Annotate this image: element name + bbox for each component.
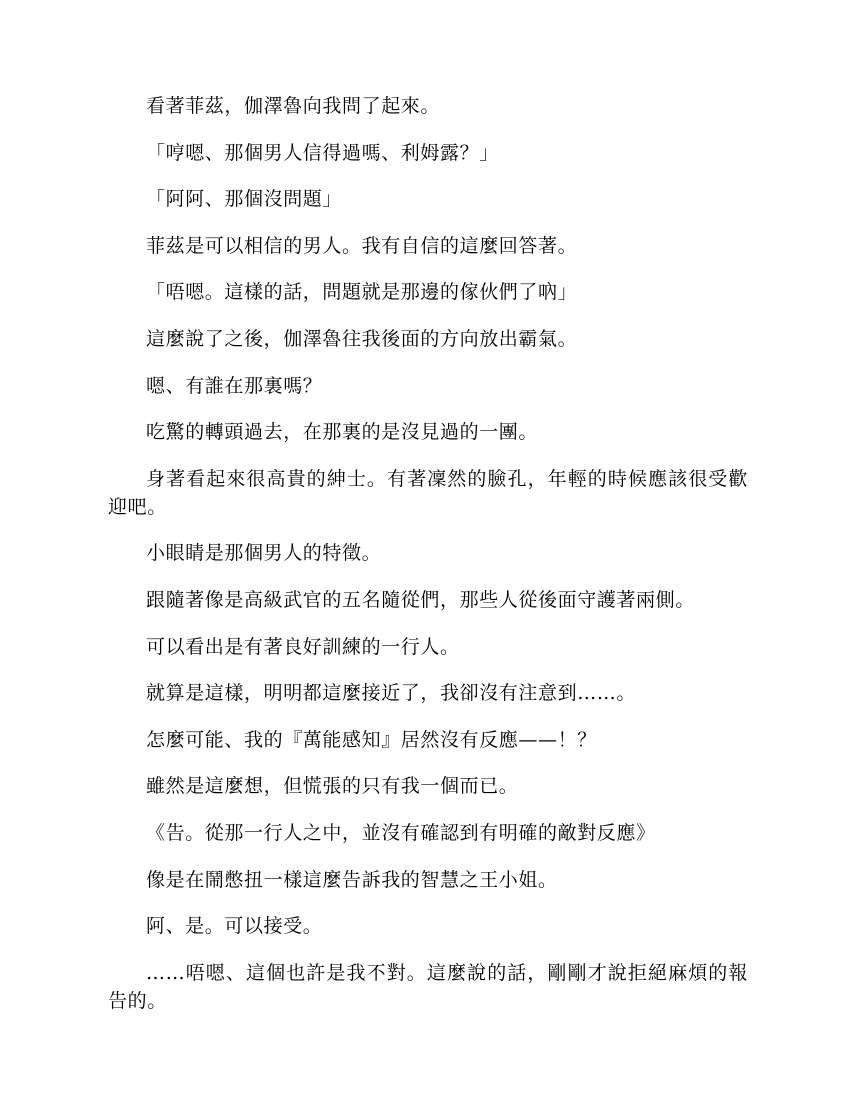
- paragraph: 跟隨著像是高級武官的五名隨從們，那些人從後面守護著兩側。: [146, 588, 695, 611]
- paragraph: 菲茲是可以相信的男人。我有自信的這麼回答著。: [146, 234, 578, 257]
- paragraph: 可以看出是有著良好訓練的一行人。: [146, 635, 460, 658]
- paragraph: 身著看起來很高貴的紳士。有著凜然的臉孔，年輕的時候應該很受歡迎吧。: [108, 467, 748, 518]
- paragraph: 小眼睛是那個男人的特徵。: [146, 542, 382, 565]
- paragraph: 看著菲茲，伽澤魯向我問了起來。: [146, 95, 441, 117]
- paragraph: 《告。從那一行人之中，並沒有確認到有明確的敵對反應》: [146, 821, 656, 844]
- paragraph: 像是在鬧憋扭一樣這麼告訴我的智慧之王小姐。: [146, 868, 558, 891]
- paragraph: 這麼說了之後，伽澤魯往我後面的方向放出霸氣。: [146, 327, 578, 350]
- body-text: [108, 92, 748, 1033]
- paragraph: 雖然是這麼想，但慌張的只有我一個而已。: [146, 775, 519, 798]
- paragraph: 就算是這樣，明明都這麼接近了，我卻沒有注意到……。: [146, 682, 637, 705]
- paragraph: 阿、是。可以接受。: [146, 915, 323, 938]
- paragraph: 「唔嗯。這樣的話，問題就是那邊的傢伙們了吶」: [146, 281, 578, 304]
- paragraph: 嗯、有誰在那裏嗎？: [146, 374, 323, 397]
- paragraph: 怎麼可能、我的『萬能感知』居然沒有反應——！？: [146, 728, 597, 751]
- paragraph: ……唔嗯、這個也許是我不對。這麼說的話，剛剛才說拒絕麻煩的報告的。: [108, 961, 748, 1012]
- paragraph: 「阿阿、那個沒問題」: [146, 188, 343, 211]
- paragraph: 「哼嗯、那個男人信得過嗎、利姆露？」: [146, 141, 499, 164]
- paragraph: 吃驚的轉頭過去，在那裏的是沒見過的一團。: [146, 421, 539, 444]
